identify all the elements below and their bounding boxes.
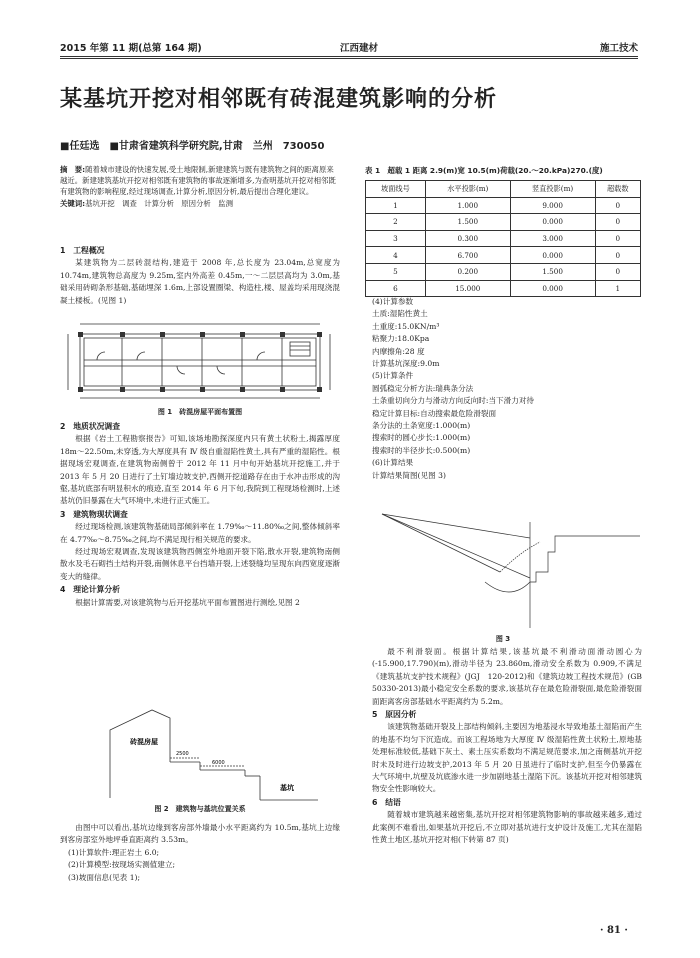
table-cell: 0 [595,214,640,231]
param-line: (6)计算结果 [372,458,414,468]
param-line: 稳定计算目标:自动搜索最危险滑裂面 [372,408,497,418]
keywords-label: 关键词: [60,198,86,208]
table-row [366,247,641,264]
running-header [60,40,638,54]
table-header: 坡面线号 [366,181,426,198]
fig2-dim-1: 2500 [176,751,189,757]
section-1-heading: 1 工程概况 [60,246,105,255]
table-header: 超载数 [595,181,640,198]
fig2-building-label: 砖混房屋 [130,738,158,746]
header-section: 施工技术 [599,43,638,54]
fig2-pit-label: 基坑 [280,784,294,792]
abstract-label: 摘 要: [60,165,86,174]
floor-plan-figure [62,318,338,404]
table-row [366,230,641,247]
header-issue: 2015 年第 11 期(总第 164 期) [60,43,202,54]
param-line: 土重度:15.0KN/m³ [372,321,440,331]
table-cell: 0.200 [425,263,510,280]
table-cell: 0 [595,263,640,280]
param-line: 土条重切向分力与滑动方向反向时:当下滑力对待 [372,396,535,406]
table-cell: 3 [366,230,426,247]
table-cell: 3.000 [510,230,595,247]
building-pit-figure [100,702,320,802]
section-1-text: 某建筑物为二层砖混结构,建造于 2008 年,总长度为 23.04m,总宽度为 10.74m,建筑物总高度为 9.25m,室内外高差 0.45m,一～二层层高均为 3.0m,基础采用砖砌条形基础,基础埋深 1.6m,上部设置圈梁、构造柱,楼、屋盖均采用现浇混凝土楼板。(见图 1) [60,258,340,305]
table-cell: 6 [366,280,426,297]
result-text: 最不利滑裂面。根据计算结果,该基坑最不利滑动面滑动圆心为(-15.900,17.790)(m),滑动半径为 23.860m,滑动安全系数为 0.909,不满足《建筑基坑支护技术规程》(JGJ 120-2012)和《建筑边坡工程技术规范》(GB 50330-2013)最小稳定安全系数的要求,该基坑存在最危险滑裂面,最危险滑裂面面距离客房部基础水平距离约为 5.2m。 [372,647,650,706]
table-cell: 2 [366,214,426,231]
table-header-row [366,181,641,198]
section-4-heading: 4 理论计算分析 [60,585,121,595]
table-cell: 0 [595,247,640,264]
param-line: (4)计算参数 [372,297,414,306]
table-row [366,214,641,231]
table-row [366,280,641,297]
abstract-text: 随着城市建设的快速发展,受土地限制,新建建筑与既有建筑物之间的距离原来越近。新建建筑基坑开挖对相邻既有建筑物的事故逐渐增多,为查明基坑开挖对相邻既有建筑物的影响程度,经过现场调查,计算分析,原因分析,最后提出合理化建议。 [60,165,336,197]
page-number: · 81 · [600,925,628,936]
table-cell: 0.300 [425,230,510,247]
table-cell: 1 [366,197,426,214]
right-column-params [372,296,642,482]
param-line: 搜索时的圆心步长:1.000(m) [372,433,471,443]
param-line: 内摩擦角:28 度 [372,346,425,356]
table-cell: 1.500 [425,214,510,231]
table-1 [365,180,641,297]
section-4-text: 根据计算需要,对该建筑物与后开挖基坑平面布置图进行测绘,见图 2 [75,597,300,607]
table-1-caption: 表 1 超载 1 距离 2.9(m)宽 10.5(m)荷载(20.～20.kPa)270.(度) [365,166,603,175]
param-line: 粘聚力:18.0Kpa [372,334,430,344]
header-rule-2 [60,58,638,59]
section-3-text-b: 经过现场宏观调查,发现该建筑物西侧室外地面开裂下陷,散水开裂,建筑物南侧散水及毛石砌挡土结构开裂,南侧休息平台挡墙开裂,上述裂缝均呈现东向西宽度逐渐变大的缝律。 [60,547,340,581]
param-line: 圆弧稳定分析方法:瑞典条分法 [372,383,474,393]
section-5-text: 该建筑物基础开裂及上部结构倾斜,主要因为地基浸水导致地基土湿陷而产生的地基不均匀下沉造成。而该工程场地为大厚度 Ⅳ 级湿陷性黄土状粉土,原地基处理标准较低,基础下灰土、素土压实系数均不满足规范要求,加之南侧基坑开挖时未及时进行边坡支护,2013 年 5 月 20 日虽进行了临时支护,但至今仍暴露在大气环境中,坑壁及坑底渗水进一步加剧地基土湿陷下沉。该基坑开挖对相邻建筑物安全性影响较大。 [372,722,642,794]
param-line: 条分法的土条宽度:1.000(m) [372,421,471,431]
param-line: 计算结果简图(见图 3) [372,470,446,480]
keywords-text: 基坑开挖 调查 计算分析 原因分析 监测 [85,198,233,208]
list-item-1: (1)计算软件:理正岩土 6.0; [68,847,160,857]
left-column-mid [60,420,340,609]
left-column-bottom [60,822,340,884]
param-line: (5)计算条件 [372,371,414,381]
abstract [60,164,340,209]
table-cell: 4 [366,247,426,264]
table-cell: 1.000 [425,197,510,214]
author-line: ■任廷选 ■甘肃省建筑科学研究院,甘肃 兰州 730050 [60,141,325,152]
slip-surface-figure [380,512,642,630]
left-column-top [60,244,340,307]
table-cell: 0 [595,230,640,247]
table-cell: 0.000 [510,214,595,231]
header-journal: 江西建材 [340,43,379,54]
figure-1-caption: 图 1 砖混房屋平面布置图 [157,408,243,416]
table-cell: 9.000 [510,197,595,214]
table-cell: 6.700 [425,247,510,264]
fig2-dim-2: 6000 [212,760,225,766]
section-5-heading: 5 原因分析 [372,710,417,720]
section-4-text-2: 由图中可以看出,基坑边缘到客房部外墙最小水平距离约为 10.5m,基坑上边缘到客房部室外地坪垂直距离约 3.53m。 [60,823,340,845]
section-6-text: 随着城市建筑越来越密集,基坑开挖对相邻建筑物影响的事故越来越多,通过此案例不难看出,如果基坑开挖后,不立即对基坑进行支护设计及施工,尤其在湿陷性黄土地区,基坑开挖对相(下转第 87 页) [372,810,642,845]
section-3-text-a: 经过现场检测,该建筑物基础局部倾斜率在 1.79‰～11.80‰之间,整体倾斜率在 4.77‰～8.75‰之间,均不满足现行相关规范的要求。 [60,522,340,544]
param-line: 计算基坑深度:9.0m [372,359,440,369]
table-cell: 0.000 [510,280,595,297]
table-row [366,197,641,214]
figure-3-caption: 图 3 [495,635,511,643]
param-line: 搜索时的半径步长:0.500(m) [372,445,471,455]
figure-2-caption: 图 2 建筑物与基坑位置关系 [154,805,246,813]
table-cell: 1.500 [510,263,595,280]
table-header: 水平投影(m) [425,181,510,198]
list-item-3: (3)坡面信息(见表 1); [68,872,141,882]
right-column-bottom [372,646,650,847]
table-cell: 5 [366,263,426,280]
section-3-heading: 3 建筑物现状调查 [60,509,128,519]
header-rule [60,56,638,57]
param-line: 土质:湿陷性黄土 [372,309,428,319]
table-cell: 0 [595,197,640,214]
table-cell: 0.000 [510,247,595,264]
section-6-heading: 6 结语 [372,797,401,807]
section-2-text: 根据《岩土工程勘察报告》可知,该场地勘探深度内只有黄土状粉土,揭露厚度 18m～22.50m,未穿透,为大厚度具有 Ⅳ 级自重湿陷性黄土,具有严重的湿陷性。根据现场宏观调查,在建筑物南侧曾于 2012 年 11 月中旬开始基坑开挖施工,并于 2013 年 5 月 20 日进行了土钉墙边坡支护,西侧开挖道路存在由于水冲击形成的沟壑,基坑底部有明显积水的痕迹,直至 2014 年 6 月下旬,我院到工程现场检测时,上述基坑仍旧暴露在大气环境中,未进行正式施工。 [60,434,340,506]
article-title: 某基坑开挖对相邻既有砖混建筑影响的分析 [60,87,498,112]
table-cell: 1 [595,280,640,297]
list-item-2: (2)计算模型:按现场实测值建立; [68,860,175,870]
table-header: 竖直投影(m) [510,181,595,198]
table-cell: 15.000 [425,280,510,297]
table-row [366,263,641,280]
section-2-heading: 2 地质状况调查 [60,422,121,431]
